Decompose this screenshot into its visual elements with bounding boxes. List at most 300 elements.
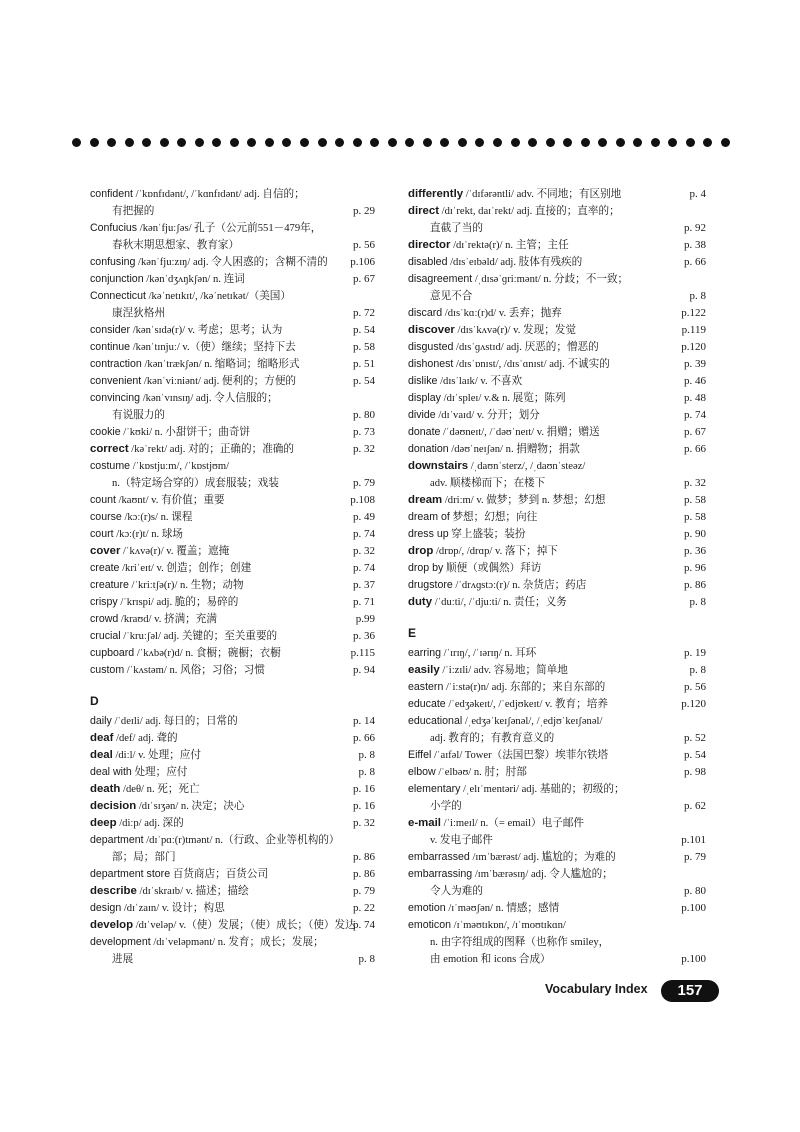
headword: crucial — [90, 630, 121, 642]
index-entry — [90, 662, 375, 679]
entry-definition: /ˈkɒnfɪdənt/, /ˈkɑnfɪdənt/ adj. 自信的； — [133, 189, 305, 200]
headword: conjunction — [90, 273, 144, 285]
entry-definition: /ˈelbəʊ/ n. 肘；肘部 — [435, 767, 527, 778]
headword: educational — [408, 715, 463, 727]
index-entry — [90, 288, 375, 305]
index-entry — [408, 645, 706, 662]
entry-definition: /kəˈrekt/ adj. 对的；正确的；准确的 — [128, 444, 294, 455]
headword: custom — [90, 664, 125, 676]
headword: discover — [408, 324, 455, 336]
headword: drop — [408, 545, 434, 557]
index-entry — [408, 764, 706, 781]
page-reference: p. 74 — [353, 562, 375, 574]
section-letter: E — [408, 626, 417, 640]
entry-definition: /ˈkʊki/ n. 小甜饼干；曲奇饼 — [120, 427, 251, 438]
page-reference: p. 54 — [353, 375, 375, 387]
index-entry — [90, 526, 375, 543]
index-entry — [90, 900, 375, 917]
entry-definition: /dɪˈpɑː(r)tmənt/ n.（行政、企业等机构的） — [143, 835, 340, 846]
divider-dot — [405, 138, 414, 147]
entry-definition: /dɪsˈkɑː(r)d/ v. 丢弃；抛弃 — [442, 308, 562, 319]
index-entry — [90, 815, 375, 832]
index-entry — [408, 900, 706, 917]
page-reference: p. 66 — [684, 256, 706, 268]
entry-continuation — [408, 288, 706, 305]
entry-continuation — [408, 934, 706, 951]
index-entry — [408, 849, 706, 866]
page-reference: p. 36 — [353, 630, 375, 642]
page-reference: p. 38 — [684, 239, 706, 251]
page-reference: p. 22 — [353, 902, 375, 914]
headword: course — [90, 511, 122, 523]
headword: dress up — [408, 528, 449, 540]
entry-continuation — [90, 475, 375, 492]
page-reference: p. 92 — [684, 222, 706, 234]
page-reference: p. 98 — [684, 766, 706, 778]
index-entry — [408, 407, 706, 424]
page-reference: p. 58 — [353, 341, 375, 353]
headword: crispy — [90, 596, 118, 608]
entry-definition: /dɪˈsɪʒən/ n. 决定；决心 — [136, 801, 245, 812]
index-entry — [90, 747, 375, 764]
page-reference: p.120 — [681, 698, 706, 710]
page-reference: p. 56 — [684, 681, 706, 693]
divider-dot — [265, 138, 274, 147]
entry-definition: /deθ/ n. 死；死亡 — [120, 784, 200, 795]
index-entry — [408, 203, 706, 220]
index-entry — [408, 815, 706, 832]
index-entry — [408, 662, 706, 679]
divider-dot — [195, 138, 204, 147]
headword: continue — [90, 341, 131, 353]
entry-definition: /kənˈvɪnsɪŋ/ adj. 令人信服的； — [140, 393, 278, 404]
page-reference: p. 74 — [684, 409, 706, 421]
continuation-text: 进展 — [112, 954, 134, 965]
divider-dot — [493, 138, 502, 147]
entry-continuation — [408, 475, 706, 492]
headword: crowd — [90, 613, 119, 625]
headword: cookie — [90, 426, 121, 438]
index-entry — [90, 560, 375, 577]
page-reference: p.108 — [350, 494, 375, 506]
headword: daily — [90, 715, 112, 727]
entry-definition: /dɪˈrektə(r)/ n. 主管；主任 — [450, 240, 569, 251]
continuation-text: 康涅狄格州 — [112, 308, 165, 319]
entry-definition: /kraʊd/ v. 挤满；充满 — [118, 614, 217, 625]
divider-dot — [511, 138, 520, 147]
headword: deal with — [90, 766, 132, 778]
page-reference: p. 67 — [684, 426, 706, 438]
headword: convenient — [90, 375, 142, 387]
headword: deep — [90, 817, 117, 829]
divider-dot — [353, 138, 362, 147]
index-entry — [90, 713, 375, 730]
page-reference: p. 48 — [684, 392, 706, 404]
entry-definition: /ɪmˈbærəst/ adj. 尴尬的；为难的 — [469, 852, 616, 863]
index-entry — [408, 322, 706, 339]
page-reference: p. 86 — [684, 579, 706, 591]
divider-dot — [546, 138, 555, 147]
entry-continuation — [90, 407, 375, 424]
entry-definition: /ˈdeɪli/ adj. 每日的；日常的 — [111, 716, 238, 727]
divider-dot — [528, 138, 537, 147]
headword: creature — [90, 579, 129, 591]
page-reference: p. 37 — [353, 579, 375, 591]
continuation-text: v. 发电子邮件 — [430, 835, 493, 846]
page-reference: p. 32 — [353, 817, 375, 829]
index-entry — [408, 424, 706, 441]
headword: create — [90, 562, 120, 574]
headword: elbow — [408, 766, 436, 778]
entry-definition: 百货商店；百货公司 — [170, 869, 269, 880]
entry-definition: /ˈiːzɪli/ adv. 容易地；简单地 — [439, 665, 568, 676]
divider-dot — [598, 138, 607, 147]
divider-dot — [142, 138, 151, 147]
divider-dot — [90, 138, 99, 147]
page-reference: p. 96 — [684, 562, 706, 574]
headword: donation — [408, 443, 449, 455]
page-reference: p.100 — [681, 953, 706, 965]
page-reference: p. 86 — [353, 851, 375, 863]
headword: drugstore — [408, 579, 453, 591]
index-entry — [408, 492, 706, 509]
page-reference: p. 80 — [684, 885, 706, 897]
index-entry — [90, 781, 375, 798]
headword: deaf — [90, 732, 114, 744]
headword: confusing — [90, 256, 136, 268]
headword: decision — [90, 800, 137, 812]
divider-dot — [335, 138, 344, 147]
headword: disgusted — [408, 341, 454, 353]
divider-dot — [440, 138, 449, 147]
entry-definition: /dɪˈveləp/ v.（使）发展；（使）成长；（使）发达 — [133, 920, 356, 931]
page-number-badge: 157 — [661, 980, 719, 1002]
page-reference: p. 36 — [684, 545, 706, 557]
entry-definition: /ˈdɪfərəntli/ adv. 不同地；有区别地 — [463, 189, 622, 200]
headword: cover — [90, 545, 121, 557]
entry-continuation — [408, 883, 706, 900]
page-reference: p.115 — [350, 647, 375, 659]
entry-definition: /dɪsˈkʌvə(r)/ v. 发现；发觉 — [454, 325, 576, 336]
page-reference: p. 90 — [684, 528, 706, 540]
entry-definition: /ˈkruːʃəl/ adj. 关键的；至关重要的 — [120, 631, 278, 642]
entry-definition: 穿上盛装；装扮 — [448, 529, 526, 540]
page-reference: p. 8 — [358, 749, 375, 761]
entry-continuation — [90, 305, 375, 322]
page-reference: p.120 — [681, 341, 706, 353]
headword: count — [90, 494, 116, 506]
divider-dot — [703, 138, 712, 147]
entry-definition: /kənˈfjuːzɪŋ/ adj. 令人困惑的；含糊不清的 — [135, 257, 328, 268]
headword: discard — [408, 307, 443, 319]
headword: divide — [408, 409, 436, 421]
index-entry — [90, 628, 375, 645]
index-entry — [90, 917, 375, 934]
entry-definition: /ˈdəʊneɪt/, /ˈdəʊˈneɪt/ v. 捐赠；赠送 — [440, 427, 600, 438]
index-entry — [90, 764, 375, 781]
entry-definition: /ˈduːti/, /ˈdjuːti/ n. 责任；义务 — [432, 597, 567, 608]
right-index-column — [408, 186, 706, 968]
index-entry — [90, 492, 375, 509]
page-reference: p. 52 — [684, 732, 706, 744]
index-entry — [90, 373, 375, 390]
headword: downstairs — [408, 460, 469, 472]
divider-dot — [247, 138, 256, 147]
page-reference: p.119 — [681, 324, 706, 336]
entry-definition: /kɔː(r)t/ n. 球场 — [113, 529, 183, 540]
page-reference: p. 49 — [353, 511, 375, 523]
page-reference: p. 8 — [689, 664, 706, 676]
continuation-text: n. 由字符组成的图释（也称作 smiley， — [430, 937, 610, 948]
entry-definition: /ˌedʒəˈkeɪʃənəl/, /ˌedjʊˈkeɪʃənəl/ — [462, 716, 603, 727]
page-reference: p. 56 — [353, 239, 375, 251]
index-entry — [408, 594, 706, 611]
continuation-text: 小学的 — [430, 801, 462, 812]
page-reference: p. 16 — [353, 783, 375, 795]
index-entry — [408, 781, 706, 798]
entry-definition: /kənˈviːniənt/ adj. 便利的；方便的 — [141, 376, 297, 387]
headword: embarrassed — [408, 851, 470, 863]
page-reference: p. 80 — [353, 409, 375, 421]
continuation-text: n.（特定场合穿的）成套服装；戏装 — [112, 478, 279, 489]
entry-definition: 处理；应付 — [131, 767, 188, 778]
index-entry — [408, 356, 706, 373]
index-entry — [90, 356, 375, 373]
divider-dot — [388, 138, 397, 147]
page-reference: p. 73 — [353, 426, 375, 438]
page-reference: p. 71 — [353, 596, 375, 608]
index-entry — [90, 339, 375, 356]
page-reference: p. 86 — [353, 868, 375, 880]
headword: dislike — [408, 375, 438, 387]
entry-definition: /dɪˈskraɪb/ v. 描述；描绘 — [136, 886, 249, 897]
headword: embarrassing — [408, 868, 473, 880]
index-entry — [90, 645, 375, 662]
page-reference: p. 32 — [353, 443, 375, 455]
entry-continuation — [408, 832, 706, 849]
index-entry — [90, 509, 375, 526]
entry-definition: /dɪˈveləpmənt/ n. 发育；成长；发展； — [150, 937, 324, 948]
headword: dream — [408, 494, 443, 506]
entry-definition: /ˈedʒəkeɪt/, /ˈedjʊkeɪt/ v. 教育；培养 — [445, 699, 608, 710]
entry-definition: /ˈkʌstəm/ n. 风俗；习俗；习惯 — [124, 665, 265, 676]
entry-definition: 梦想；幻想；向往 — [449, 512, 538, 523]
left-index-column — [90, 186, 375, 968]
index-entry — [90, 322, 375, 339]
index-entry — [408, 577, 706, 594]
index-entry — [408, 186, 706, 203]
entry-definition: /kaʊnt/ v. 有价值；重要 — [115, 495, 225, 506]
entry-definition: /dɪsˈeɪbəld/ adj. 肢体有残疾的 — [447, 257, 583, 268]
index-entry — [408, 441, 706, 458]
entry-definition: /dɪˈrekt, daɪˈrekt/ adj. 直接的；直率的； — [439, 206, 620, 217]
entry-definition: /driːm/ v. 做梦；梦到 n. 梦想；幻想 — [442, 495, 606, 506]
entry-definition: /ˈɪrɪŋ/, /ˈɪərɪŋ/ n. 耳环 — [440, 648, 537, 659]
entry-definition: /ˈkrɪspi/ adj. 脆的；易碎的 — [117, 597, 239, 608]
headword: director — [408, 239, 451, 251]
headword: disabled — [408, 256, 448, 268]
headword: deal — [90, 749, 113, 761]
headword: earring — [408, 647, 441, 659]
entry-definition: /ˈkʌbə(r)d/ n. 食橱；碗橱；衣橱 — [134, 648, 281, 659]
headword: donate — [408, 426, 441, 438]
index-entry — [408, 373, 706, 390]
divider-dot — [651, 138, 660, 147]
entry-definition: /kəˈnetɪkɪt/, /kəˈnetɪkət/（美国） — [145, 291, 291, 302]
headword: disagreement — [408, 273, 473, 285]
index-entry — [408, 271, 706, 288]
divider-dot — [475, 138, 484, 147]
headword: easily — [408, 664, 440, 676]
divider-dot — [633, 138, 642, 147]
index-entry — [90, 577, 375, 594]
index-entry — [408, 237, 706, 254]
headword: dream of — [408, 511, 450, 523]
entry-continuation — [408, 730, 706, 747]
entry-continuation — [90, 951, 375, 968]
headword: drop by — [408, 562, 444, 574]
continuation-text: 令人为难的 — [430, 886, 483, 897]
page-reference: p. 67 — [353, 273, 375, 285]
entry-definition: /ˈkʌvə(r)/ v. 覆盖；遮掩 — [120, 546, 230, 557]
index-entry — [408, 747, 706, 764]
index-entry — [90, 611, 375, 628]
index-entry — [90, 866, 375, 883]
index-entry — [90, 798, 375, 815]
headword: elementary — [408, 783, 461, 795]
page-reference: p. 4 — [689, 188, 706, 200]
divider-dot — [721, 138, 730, 147]
page-reference: p. 29 — [353, 205, 375, 217]
continuation-text: 由 emotion 和 icons 合成） — [430, 954, 551, 965]
entry-continuation — [408, 798, 706, 815]
headword: display — [408, 392, 441, 404]
headword: consider — [90, 324, 131, 336]
continuation-text: 春秋末期思想家、教育家） — [112, 240, 240, 251]
entry-definition: /dɪsˈɒnɪst/, /dɪsˈɑnɪst/ adj. 不诚实的 — [453, 359, 610, 370]
headword: duty — [408, 596, 433, 608]
page-reference: p.99 — [355, 613, 375, 625]
entry-definition: /ɪmˈbærəsɪŋ/ adj. 令人尴尬的； — [472, 869, 613, 880]
index-entry — [408, 305, 706, 322]
entry-definition: /ˈiːmeɪl/ n.（= email）电子邮件 — [440, 818, 585, 829]
entry-definition: /dɪsˈlaɪk/ v. 不喜欢 — [437, 376, 523, 387]
headword: Connecticut — [90, 290, 146, 302]
entry-continuation — [408, 220, 706, 237]
divider-dot — [370, 138, 379, 147]
divider-dot — [107, 138, 116, 147]
page-reference: p. 14 — [353, 715, 375, 727]
entry-definition: /ˈdrʌɡstɔː(r)/ n. 杂货店；药店 — [452, 580, 587, 591]
continuation-text: adj. 教育的；有教育意义的 — [430, 733, 555, 744]
page-reference: p. 74 — [353, 528, 375, 540]
headword: court — [90, 528, 114, 540]
entry-definition: /dɪˈzaɪn/ v. 设计；构思 — [121, 903, 225, 914]
headword: confident — [90, 188, 133, 200]
continuation-text: 意见不合 — [430, 291, 473, 302]
divider-dot — [458, 138, 467, 147]
divider-dot — [230, 138, 239, 147]
divider-dot — [160, 138, 169, 147]
entry-continuation — [408, 951, 706, 968]
divider-dot — [212, 138, 221, 147]
index-entry — [90, 424, 375, 441]
headword: e-mail — [408, 817, 441, 829]
dot-divider — [72, 138, 730, 152]
entry-definition: /diːp/ adj. 深的 — [116, 818, 184, 829]
index-entry — [408, 866, 706, 883]
page-reference: p. 72 — [353, 307, 375, 319]
page-reference: p. 54 — [684, 749, 706, 761]
headword: development — [90, 936, 151, 948]
entry-definition: /dɪˈspleɪ/ v.& n. 展览；陈列 — [440, 393, 566, 404]
page-reference: p. 8 — [689, 290, 706, 302]
headword: convincing — [90, 392, 141, 404]
page-reference: p. 19 — [684, 647, 706, 659]
headword: dishonest — [408, 358, 454, 370]
entry-definition: 顺便（或偶然）拜访 — [443, 563, 542, 574]
page-reference: p. 58 — [684, 494, 706, 506]
entry-definition: /kənˈdʒʌŋkʃən/ n. 连词 — [143, 274, 245, 285]
entry-definition: /kənˈsɪdə(r)/ v. 考虑；思考；认为 — [130, 325, 283, 336]
headword: educate — [408, 698, 446, 710]
entry-definition: /dɪsˈɡʌstɪd/ adj. 厌恶的；憎恶的 — [453, 342, 599, 353]
divider-dot — [177, 138, 186, 147]
index-entry — [408, 509, 706, 526]
headword: emoticon — [408, 919, 451, 931]
continuation-text: 部；局；部门 — [112, 852, 176, 863]
headword: department store — [90, 868, 171, 880]
page-reference: p. 16 — [353, 800, 375, 812]
index-entry — [408, 679, 706, 696]
page-reference: p. 32 — [353, 545, 375, 557]
page-reference: p.100 — [681, 902, 706, 914]
index-entry — [90, 543, 375, 560]
index-entry — [408, 917, 706, 934]
page-reference: p. 8 — [358, 953, 375, 965]
page-reference: p. 79 — [353, 477, 375, 489]
headword: costume — [90, 460, 131, 472]
page-reference: p. 58 — [684, 511, 706, 523]
page-reference: p.101 — [681, 834, 706, 846]
headword: direct — [408, 205, 440, 217]
divider-dot — [616, 138, 625, 147]
entry-definition: /kənˈtrækʃən/ n. 缩略词；缩略形式 — [141, 359, 300, 370]
footer-section-label: Vocabulary Index — [545, 982, 648, 996]
divider-dot — [668, 138, 677, 147]
entry-definition: /ˈaɪfəl/ Tower（法国巴黎）埃菲尔铁塔 — [431, 750, 609, 761]
index-entry — [408, 696, 706, 713]
section-letter: D — [90, 694, 99, 708]
entry-definition: /kɔː(r)s/ n. 课程 — [121, 512, 193, 523]
entry-definition: /def/ adj. 聋的 — [113, 733, 178, 744]
page-reference: p. 94 — [353, 664, 375, 676]
index-entry — [90, 390, 375, 407]
headword: correct — [90, 443, 129, 455]
headword: Eiffel — [408, 749, 432, 761]
page-reference: p. 39 — [684, 358, 706, 370]
headword: emotion — [408, 902, 446, 914]
entry-definition: /ɪˈməʊʃən/ n. 情感；感情 — [445, 903, 560, 914]
index-entry — [408, 339, 706, 356]
page-reference: p. 66 — [353, 732, 375, 744]
index-entry — [90, 934, 375, 951]
page-reference: p. 79 — [684, 851, 706, 863]
entry-definition: /ˈkriːtʃə(r)/ n. 生物；动物 — [128, 580, 244, 591]
index-entry — [90, 186, 375, 203]
divider-dot — [563, 138, 572, 147]
entry-continuation — [90, 203, 375, 220]
